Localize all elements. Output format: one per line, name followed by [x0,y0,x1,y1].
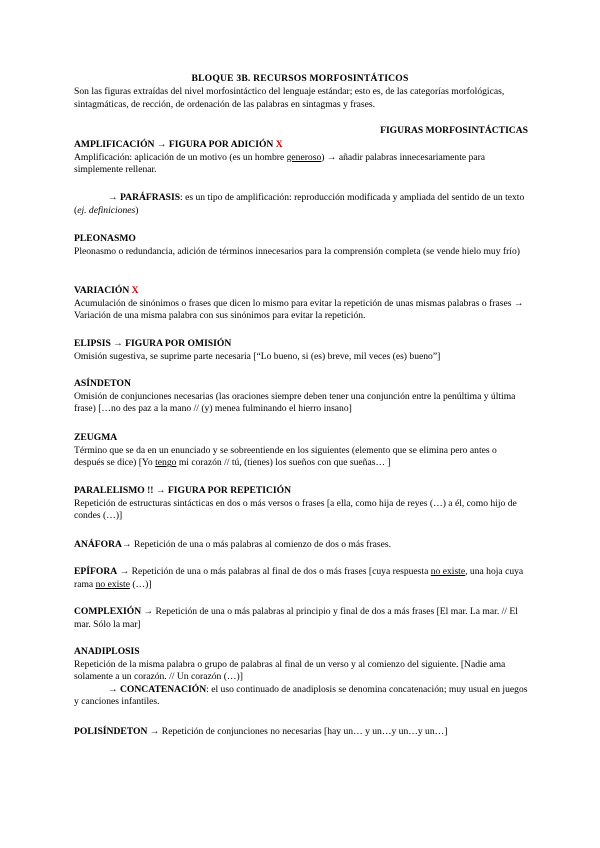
polisindeton-text: POLISÍNDETON → Repetición de conjunciones no necesarias [hay un… y un…y un…y un…] [74,726,448,737]
pleonasmo-section [74,233,528,258]
concatenacion-text: → CONCATENACIÓN: el uso continuado de anadiplosis se denomina concatenación; muy usual en juegos y canciones infantiles. [74,683,528,708]
amplificacion-section [74,139,528,177]
polisindeton-section [74,726,528,739]
zeugma-section [74,432,528,470]
anadiplosis-heading: ANADIPLOSIS [74,646,140,657]
variacion-mark: X [131,285,139,296]
anafora-heading: ANÁFORA [74,539,122,550]
anafora-text: ANÁFORA→ Repetición de una o más palabras al comienzo de dos o más frases. [74,539,392,550]
epifora-heading: EPÍFORA [74,566,118,577]
pleonasmo-text: Pleonasmo o redundancia, adición de términos innecesarios para la comprensión completa (se vende hielo muy frío) [74,245,520,257]
asindeton-text: Omisión de conjunciones necesarias (las oraciones siempre deben tener una conjunción entre la penúltima y última frase) […no des paz a la mano // (y) menea fulminando el hierro insano] [74,390,516,415]
asindeton-section [74,378,528,416]
zeugma-heading: ZEUGMA [74,432,118,443]
variacion-heading: VARIACIÓN X [74,285,139,296]
zeugma-text: Término que se da en un enunciado y se sobreentiende en los siguientes (elemento que se elimina pero antes o después se dice) [Yo tengo mi corazón // tú, (tienes) los sueños con que sueñas… ] [74,444,497,469]
asindeton-heading: ASÍNDETON [74,378,131,389]
elipsis-text: Omisión sugestiva, se suprime parte necesaria [“Lo bueno, si (es) breve, mil veces (es) bueno”] [74,350,441,362]
section-label: FIGURAS MORFOSINTÁCTICAS [380,125,528,136]
polisindeton-heading: POLISÍNDETON [74,726,148,737]
paralelismo-section [74,485,528,523]
variacion-section [74,285,528,323]
elipsis-section [74,338,528,363]
anadiplosis-text: Repetición de la misma palabra o grupo de palabras al final de un verso y al comienzo del siguiente. [Nadie ama solamente a un corazón. // Un corazón (…)] [74,658,506,683]
variacion-text: Acumulación de sinónimos o frases que dicen lo mismo para evitar la repetición de unas mismas palabras o frases → Variación de una misma palabra con sus sinónimos para evitar la repetición. [74,297,524,322]
paralelismo-heading: PARALELISMO !! → FIGURA POR REPETICIÓN [74,485,292,496]
epifora-text: EPÍFORA → Repetición de una o más palabras al final de dos o más frases [cuya respuesta no existe, una hoja cuya rama no existe (…)] [74,566,524,590]
intro-paragraph: Son las figuras extraídas del nivel morfosintáctico del lenguaje estándar; esto es, de las categorías morfológicas, sintagmáticas, de rección, de ordenación de las palabras en sintagmas y frases. [74,86,505,110]
epifora-section [74,566,528,591]
complexion-heading: COMPLEXIÓN [74,606,142,617]
parafrasis-heading: → PARÁFRASIS [108,192,181,203]
amplificacion-heading: AMPLIFICACIÓN → FIGURA POR ADICIÓN X [74,139,283,150]
elipsis-heading: ELIPSIS → FIGURA POR OMISIÓN [74,338,232,349]
complexion-section [74,606,528,631]
amplificacion-mark: X [275,139,283,150]
anadiplosis-section [74,646,528,709]
anafora-section [74,539,528,552]
paralelismo-text: Repetición de estructuras sintácticas en dos o más versos o frases [a ella, como hija de reyes (…) a él, como hijo de condes (…)] [74,497,517,522]
amplificacion-text: Amplificación: aplicación de un motivo (es un hombre generoso) → añadir palabras innecesariamente para simplemente rellenar. [74,151,486,176]
complexion-text: COMPLEXIÓN → Repetición de una o más palabras al principio y final de dos a más frases [El mar. La mar. // El mar. Sólo la mar] [74,606,518,630]
concatenacion-heading: → CONCATENACIÓN [108,683,207,695]
document-title: BLOQUE 3B. RECURSOS MORFOSINTÁTICOS [191,73,409,84]
parafrasis-text: → PARÁFRASIS: es un tipo de amplificación: reproducción modificada y ampliada del sentido de un texto (ej. definiciones) [74,192,525,216]
parafrasis-section [74,192,528,217]
pleonasmo-heading: PLEONASMO [74,233,136,244]
